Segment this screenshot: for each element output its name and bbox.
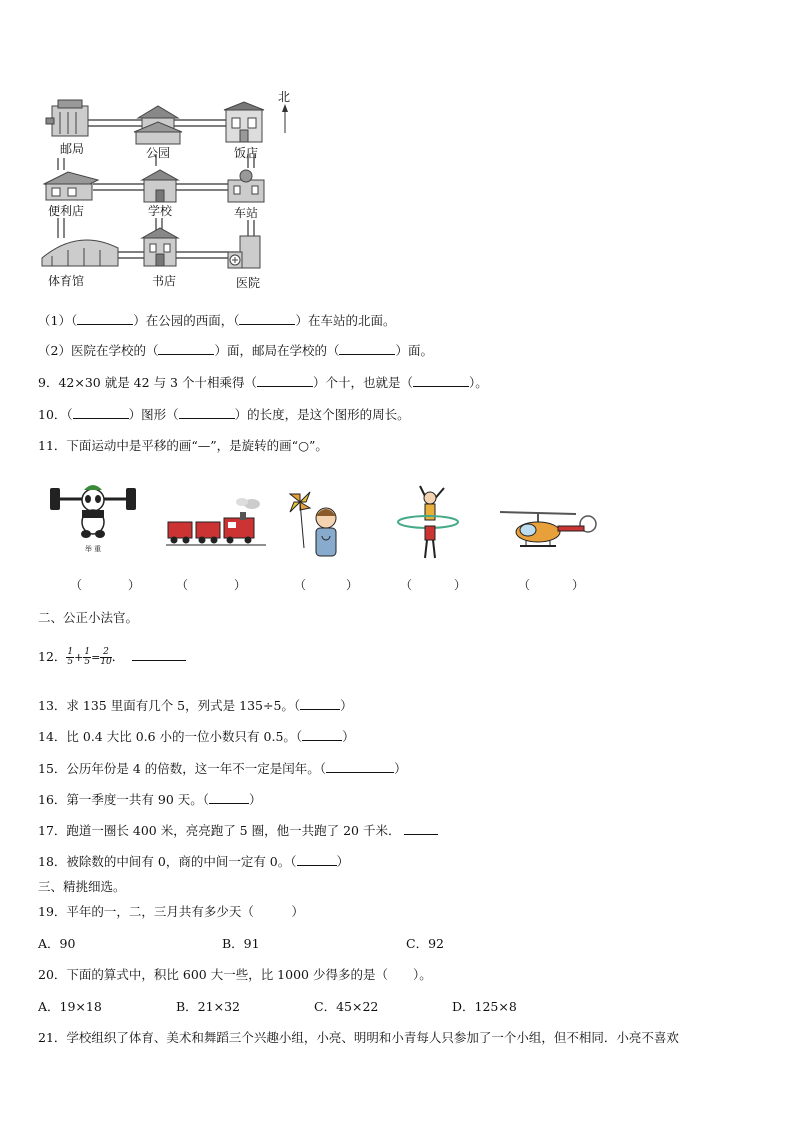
question-12: 12． $\frac{1}{5}$ + $\frac{1}{5}$ = $\frac{2}{10}$ ． bbox=[38, 648, 186, 667]
question-18: 18．被除数的中间有 0，商的中间一定有 0。（ ） bbox=[38, 854, 350, 869]
convenience-store-label: 便利店 bbox=[48, 204, 85, 218]
answer-blank[interactable] bbox=[326, 760, 394, 773]
school-label: 学校 bbox=[148, 204, 173, 218]
answer-blank[interactable] bbox=[257, 374, 313, 387]
station-label: 车站 bbox=[234, 206, 259, 220]
bookstore-label: 书店 bbox=[152, 274, 177, 288]
weightlifting-panda-image bbox=[46, 478, 140, 553]
hospital-building bbox=[228, 236, 260, 268]
answer-paren-1[interactable]: （ ） bbox=[70, 578, 141, 592]
question-8-part-2: （2）医院在学校的（ ）面，邮局在学校的（ ）面。 bbox=[38, 343, 433, 358]
answer-paren-2[interactable]: （ ） bbox=[176, 578, 247, 592]
question-20: 20．下面的算式中，积比 600 大一些，比 1000 少得多的是（ ）。 bbox=[38, 967, 432, 982]
option-a[interactable]: A．90 bbox=[38, 936, 76, 951]
school-building bbox=[142, 170, 178, 202]
question-17: 17．跑道一圈长 400 米，亮亮跑了 5 圈，他一共跑了 20 千米． bbox=[38, 822, 438, 839]
question-13: 13．求 135 里面有几个 5，列式是 135÷5。（ ） bbox=[38, 698, 353, 713]
answer-blank[interactable] bbox=[179, 406, 235, 419]
hula-hoop-girl-image bbox=[392, 484, 462, 564]
question-11: 11．下面运动中是平移的画“—”，是旋转的画“○”。 bbox=[38, 438, 328, 453]
answer-blank[interactable] bbox=[302, 728, 342, 741]
option-c[interactable]: C．92 bbox=[406, 936, 444, 951]
answer-paren-3[interactable]: （ ） bbox=[294, 578, 359, 592]
question-21: 21．学校组织了体育、美术和舞蹈三个兴趣小组，小亮、明明和小青每人只参加了一个小组，但不相同．小亮不喜欢 bbox=[38, 1030, 679, 1045]
post-office-label: 邮局 bbox=[60, 142, 85, 156]
answer-blank[interactable] bbox=[77, 312, 133, 325]
pinwheel-boy-image bbox=[286, 488, 346, 564]
option-b[interactable]: B．21×32 bbox=[176, 999, 240, 1014]
question-10: 10．（ ）图形（ ）的长度，是这个图形的周长。 bbox=[38, 407, 410, 422]
helicopter-image bbox=[496, 504, 600, 554]
answer-blank[interactable] bbox=[158, 342, 214, 355]
question-19: 19．平年的一，二，三月共有多少天（ ） bbox=[38, 904, 304, 919]
restaurant-building bbox=[224, 102, 264, 142]
answer-blank[interactable] bbox=[209, 791, 249, 804]
gym-label: 体育馆 bbox=[48, 274, 85, 288]
answer-blank[interactable] bbox=[413, 374, 469, 387]
answer-paren-5[interactable]: （ ） bbox=[518, 578, 585, 592]
answer-blank[interactable] bbox=[239, 312, 295, 325]
option-c[interactable]: C．45×22 bbox=[314, 999, 379, 1014]
option-d[interactable]: D．125×8 bbox=[452, 999, 517, 1014]
fraction: $\frac{1}{5}$ bbox=[67, 647, 74, 667]
question-15: 15．公历年份是 4 的倍数，这一年不一定是闰年。（ ） bbox=[38, 761, 407, 776]
answer-blank[interactable] bbox=[300, 697, 340, 710]
hospital-label: 医院 bbox=[236, 276, 261, 290]
north-label: 北 bbox=[278, 90, 291, 104]
answer-blank[interactable] bbox=[339, 342, 395, 355]
question-14: 14．比 0.4 大比 0.6 小的一位小数只有 0.5。（ ） bbox=[38, 729, 355, 744]
post-office-building bbox=[46, 100, 88, 136]
section-3-heading: 三、精挑细选。 bbox=[38, 879, 126, 894]
answer-blank[interactable] bbox=[132, 648, 186, 661]
question-8-part-1: （1）（ ）在公园的西面，（ ）在车站的北面。 bbox=[38, 313, 396, 328]
answer-paren-4[interactable]: （ ） bbox=[400, 578, 467, 592]
answer-blank[interactable] bbox=[73, 406, 129, 419]
question-9: 9．42×30 就是 42 与 3 个十相乘得（ ）个十，也就是（ ）。 bbox=[38, 375, 488, 390]
bookstore-building bbox=[142, 228, 178, 266]
section-2-heading: 二、公正小法官。 bbox=[38, 610, 139, 625]
answer-blank[interactable] bbox=[404, 822, 438, 835]
station-building bbox=[228, 170, 264, 202]
park-building bbox=[134, 106, 182, 144]
option-b[interactable]: B．91 bbox=[222, 936, 260, 951]
gym-building bbox=[42, 240, 118, 266]
convenience-store-building bbox=[44, 172, 98, 200]
park-label: 公园 bbox=[146, 146, 171, 160]
city-map-figure bbox=[38, 88, 303, 298]
train-image bbox=[166, 496, 268, 548]
fraction: $\frac{2}{10}$ bbox=[100, 647, 112, 667]
map-roads bbox=[38, 88, 303, 298]
question-16: 16．第一季度一共有 90 天。（ ） bbox=[38, 792, 262, 807]
option-a[interactable]: A．19×18 bbox=[38, 999, 102, 1014]
restaurant-label: 饭店 bbox=[234, 146, 259, 160]
answer-blank[interactable] bbox=[297, 853, 337, 866]
fraction: $\frac{1}{5}$ bbox=[84, 647, 91, 667]
weightlift-caption: 举 重 bbox=[84, 545, 102, 553]
